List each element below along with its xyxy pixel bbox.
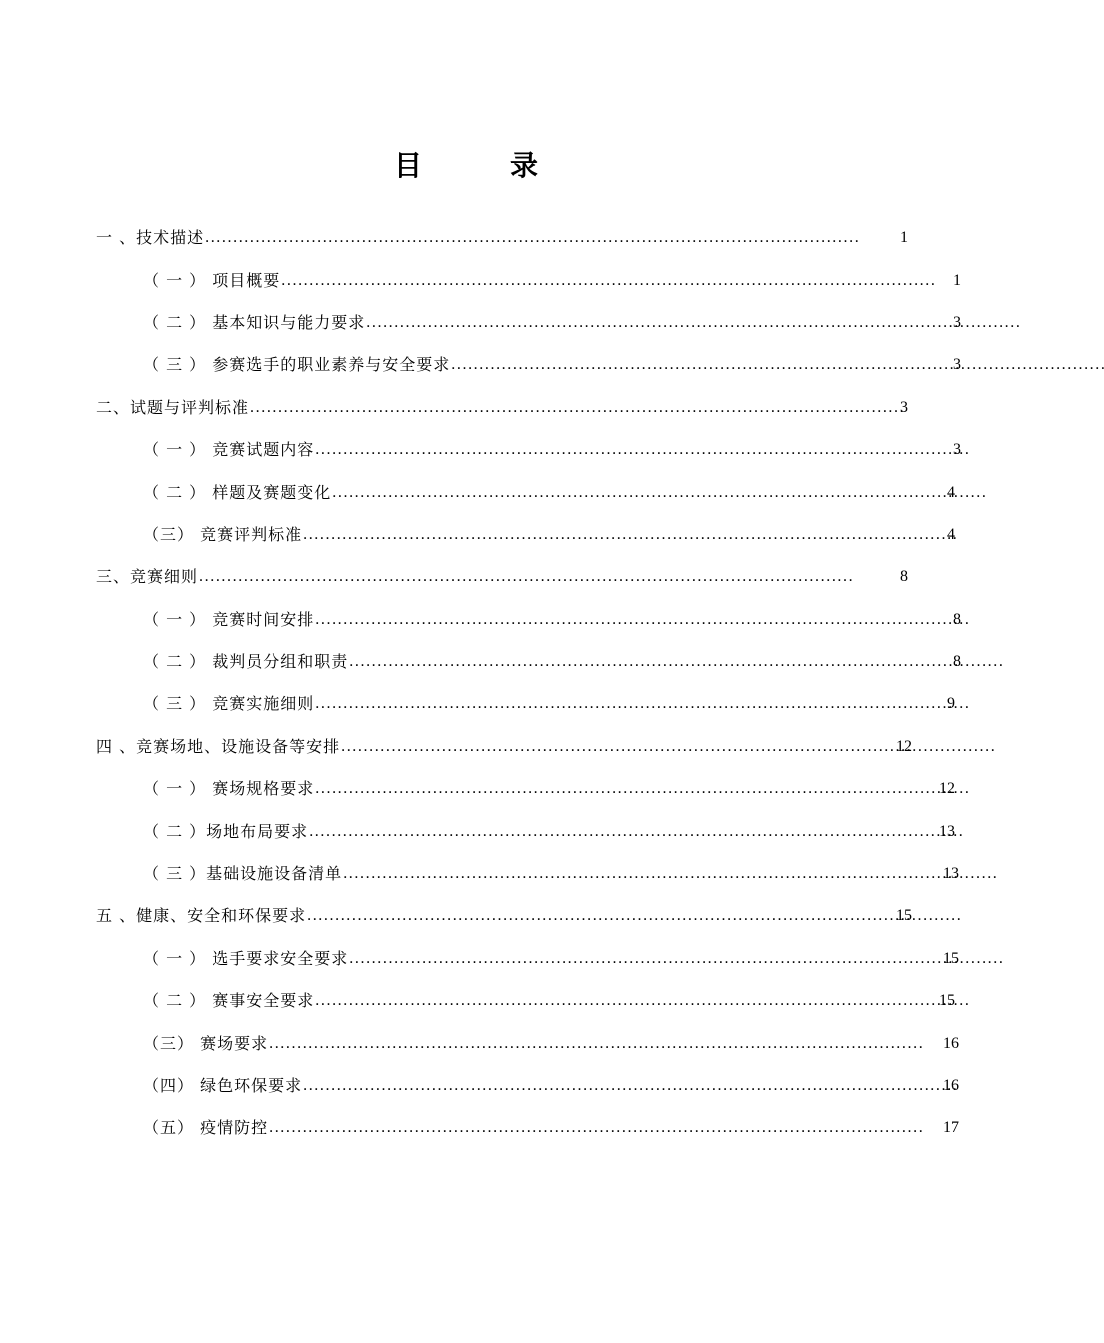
toc-entry-label: （ 二 ） 赛事安全要求 bbox=[143, 991, 315, 1011]
toc-entry-subsection-5-2[interactable] bbox=[0, 980, 955, 1022]
dot-leader bbox=[269, 1118, 928, 1138]
toc-entry-page-number: 4 bbox=[947, 525, 955, 543]
toc-entry-subsection-3-3[interactable] bbox=[0, 683, 955, 725]
dot-leader bbox=[205, 228, 897, 248]
toc-entry-label: （ 三 ） 竞赛实施细则 bbox=[143, 694, 315, 714]
dot-leader bbox=[349, 949, 928, 969]
toc-entry-label: （ 二 ） 基本知识与能力要求 bbox=[143, 312, 366, 332]
toc-entry-label: （ 一 ） 项目概要 bbox=[143, 270, 281, 290]
toc-entry-label: 二、试题与评判标准 bbox=[96, 397, 250, 417]
toc-entry-page-number: 3 bbox=[900, 398, 908, 416]
toc-entry-section-4[interactable] bbox=[0, 726, 912, 768]
toc-entry-label: （五） 疫情防控 bbox=[143, 1118, 269, 1138]
toc-entry-subsection-1-2[interactable] bbox=[0, 302, 961, 344]
dot-leader bbox=[332, 483, 932, 503]
toc-entry-subsection-4-2[interactable] bbox=[0, 810, 955, 852]
dot-leader bbox=[303, 1076, 928, 1096]
toc-entry-label: 四 、竞赛场地、设施设备等安排 bbox=[96, 736, 341, 756]
toc-entry-label: （ 一 ） 赛场规格要求 bbox=[143, 779, 315, 799]
toc-entry-page-number: 12 bbox=[939, 780, 955, 798]
dot-leader bbox=[349, 652, 950, 672]
toc-entry-subsection-1-1[interactable] bbox=[0, 259, 961, 301]
toc-entry-subsection-2-3[interactable] bbox=[0, 514, 955, 556]
dot-leader bbox=[315, 440, 950, 460]
toc-entry-section-2[interactable] bbox=[0, 387, 908, 429]
toc-entry-page-number: 15 bbox=[939, 992, 955, 1010]
toc-entry-label: 五 、健康、安全和环保要求 bbox=[96, 906, 307, 926]
toc-entry-page-number: 1 bbox=[953, 271, 961, 289]
toc-entry-label: （ 一 ） 选手要求安全要求 bbox=[143, 948, 349, 968]
toc-entry-page-number: 13 bbox=[939, 822, 955, 840]
toc-entry-page-number: 4 bbox=[947, 483, 955, 501]
toc-entry-label: （三） 竞赛评判标准 bbox=[143, 524, 303, 544]
dot-leader bbox=[281, 271, 950, 291]
toc-entry-section-5[interactable] bbox=[0, 895, 912, 937]
toc-entry-label: （ 二 ）场地布局要求 bbox=[143, 821, 309, 841]
dot-leader bbox=[315, 694, 944, 714]
toc-entry-page-number: 8 bbox=[953, 610, 961, 628]
toc-entry-subsection-3-2[interactable] bbox=[0, 641, 961, 683]
dot-leader bbox=[303, 525, 932, 545]
toc-entry-page-number: 15 bbox=[943, 949, 959, 967]
toc-entry-label: （四） 绿色环保要求 bbox=[143, 1076, 303, 1095]
dot-leader bbox=[199, 567, 897, 587]
toc-entry-subsection-5-1[interactable] bbox=[0, 938, 959, 980]
dot-leader bbox=[366, 313, 950, 333]
toc-entry-page-number: 16 bbox=[943, 1034, 959, 1052]
toc-entry-subsection-3-1[interactable] bbox=[0, 599, 961, 641]
toc-entry-page-number: 3 bbox=[953, 441, 961, 459]
dot-leader bbox=[269, 1034, 928, 1054]
toc-entry-page-number: 3 bbox=[953, 356, 961, 374]
toc-entry-label: 一 、技术描述 bbox=[96, 228, 205, 248]
toc-entry-page-number: 8 bbox=[953, 653, 961, 671]
toc-entry-subsection-2-1[interactable] bbox=[0, 429, 961, 471]
dot-leader bbox=[309, 822, 924, 842]
toc-entry-section-1[interactable] bbox=[0, 217, 908, 259]
toc-entry-label: 三、竞赛细则 bbox=[96, 567, 199, 587]
toc-entry-subsection-4-3[interactable] bbox=[0, 853, 959, 895]
toc-entry-page-number: 9 bbox=[947, 695, 955, 713]
toc-entry-page-number: 16 bbox=[943, 1077, 959, 1094]
toc-entry-label: （ 一 ） 竞赛试题内容 bbox=[143, 440, 315, 460]
toc-entry-label: （ 三 ） 参赛选手的职业素养与安全要求 bbox=[143, 355, 451, 375]
dot-leader bbox=[341, 737, 881, 757]
toc-entry-page-number: 15 bbox=[896, 907, 912, 925]
toc-entry-subsection-5-4[interactable] bbox=[0, 1065, 959, 1107]
toc-entry-label: （ 一 ） 竞赛时间安排 bbox=[143, 609, 315, 629]
dot-leader bbox=[250, 398, 897, 418]
toc-entry-subsection-4-1[interactable] bbox=[0, 768, 955, 810]
toc-entry-page-number: 8 bbox=[900, 568, 908, 586]
dot-leader bbox=[315, 610, 950, 630]
toc-list bbox=[0, 217, 961, 1150]
toc-entry-label: （ 三 ）基础设施设备清单 bbox=[143, 864, 343, 884]
toc-entry-subsection-2-2[interactable] bbox=[0, 471, 955, 513]
toc-entry-subsection-5-3[interactable] bbox=[0, 1022, 959, 1064]
toc-entry-section-3[interactable] bbox=[0, 556, 908, 598]
toc-entry-page-number: 3 bbox=[953, 313, 961, 331]
toc-entry-page-number: 17 bbox=[943, 1119, 959, 1137]
toc-entry-label: （ 二 ） 裁判员分组和职责 bbox=[143, 652, 349, 672]
toc-entry-page-number: 1 bbox=[900, 229, 908, 247]
toc-entry-label: （ 二 ） 样题及赛题变化 bbox=[143, 482, 332, 502]
toc-entry-label: （三） 赛场要求 bbox=[143, 1033, 269, 1053]
page-title: 目 录 bbox=[393, 149, 568, 182]
dot-leader bbox=[315, 991, 924, 1011]
dot-leader bbox=[307, 906, 881, 926]
dot-leader bbox=[343, 864, 928, 884]
dot-leader bbox=[451, 355, 950, 375]
toc-entry-subsection-5-5[interactable] bbox=[0, 1107, 959, 1149]
toc-entry-page-number: 13 bbox=[943, 865, 959, 883]
toc-entry-subsection-1-3[interactable] bbox=[0, 344, 961, 386]
toc-entry-page-number: 12 bbox=[896, 737, 912, 755]
dot-leader bbox=[315, 779, 924, 799]
